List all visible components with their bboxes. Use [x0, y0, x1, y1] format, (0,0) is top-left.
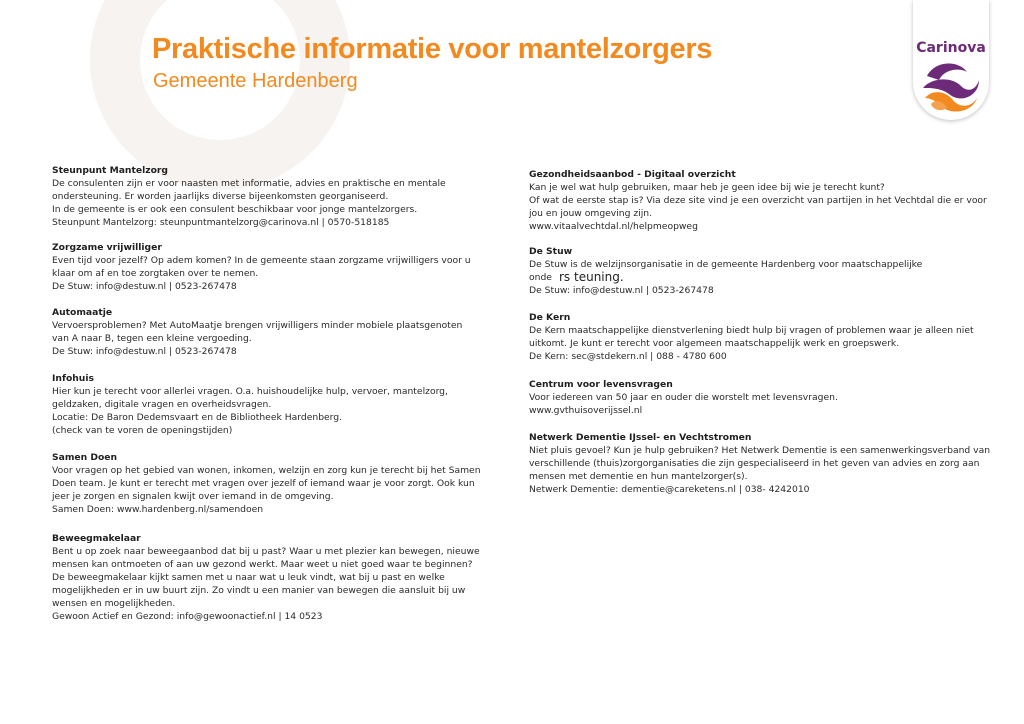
section-text-line: Gewoon Actief en Gezond: info@gewoonactief.nl | 14 0523	[52, 611, 323, 623]
section-text-line: Voor vragen op het gebied van wonen, inkomen, welzijn en zorg kun je terecht bij het Samen	[52, 465, 481, 476]
section-text-line: Of wat de eerste stap is? Via deze site vind je een overzicht van partijen in het Vechtdal die er voor	[529, 195, 987, 207]
section-text-line: verschillende (thuis)zorgorganisaties die zijn gespecialiseerd in het geven van advies en zorg aan	[529, 458, 980, 470]
info-section-beweegmakelaar	[52, 532, 480, 624]
section-text-line: De Kern: sec@stdekern.nl | 088 - 4780 600	[529, 351, 727, 363]
info-section-de-stuw	[529, 245, 969, 297]
section-text-line: geldzaken, digitale vragen en overheidsvragen.	[52, 399, 272, 411]
info-section-gezondheidsaanbod-digitaal-overzicht	[529, 168, 987, 233]
section-text-line: www.gvthuisoverijssel.nl	[529, 405, 643, 417]
section-text-line: In de gemeente is er ook een consulent beschikbaar voor jonge mantelzorgers.	[52, 204, 418, 216]
info-section-infohuis	[52, 372, 472, 437]
info-section-zorgzame-vrijwilliger	[52, 241, 472, 293]
section-text-line: De consulenten zijn er voor naasten met informatie, advies en praktische en mentale	[52, 178, 446, 189]
overlapping-text-fragment: rs teuning.	[559, 270, 624, 284]
info-section-netwerk-dementie-ijssel-en-vechtstromen	[529, 431, 991, 496]
section-text-line: De Stuw is de welzijnsorganisatie in de gemeente Hardenberg voor maatschappelijke	[529, 259, 923, 270]
section-text-line: De Kern maatschappelijke dienstverlening biedt hulp bij vragen of problemen waar je alleen niet	[529, 325, 974, 336]
section-text-line: Kan je wel wat hulp gebruiken, maar heb je geen idee bij wie je terecht kunt?	[529, 182, 885, 193]
section-heading: Infohuis	[52, 373, 94, 384]
section-text-line: De Stuw: info@destuw.nl | 0523-267478	[52, 346, 237, 358]
section-text-line: De beweegmakelaar kijkt samen met u naar wat u leuk vindt, wat bij u past en welke	[52, 572, 445, 584]
section-text-line: Even tijd voor jezelf? Op adem komen? In de gemeente staan zorgzame vrijwilligers voor u	[52, 255, 471, 266]
section-heading: Beweegmakelaar	[52, 533, 141, 544]
info-section-de-kern	[529, 311, 974, 363]
section-text-line: Steunpunt Mantelzorg: steunpuntmantelzorg@carinova.nl | 0570-518185	[52, 217, 390, 229]
section-text-line: jeer je zorgen en signalen kwijt over iemand in de omgeving.	[52, 491, 334, 503]
carinova-logo	[913, 0, 989, 120]
logo-text: Carinova	[916, 40, 986, 56]
section-text-line: De Stuw: info@destuw.nl | 0523-267478	[52, 281, 237, 293]
section-heading: Automaatje	[52, 307, 113, 318]
section-text-line: Samen Doen: www.hardenberg.nl/samendoen	[52, 504, 264, 516]
section-text-line: wensen en mogelijkheden.	[52, 598, 176, 610]
page-subtitle: Gemeente Hardenberg	[153, 70, 358, 92]
info-section-centrum-voor-levensvragen	[529, 378, 969, 417]
section-heading: Zorgzame vrijwilliger	[52, 242, 162, 253]
section-text-line: mensen kan ontmoeten of aan uw gezond werkt. Maar weet u niet goed waar te beginnen?	[52, 559, 473, 571]
section-text-line: (check van te voren de openingstijden)	[52, 425, 233, 437]
section-heading: Steunpunt Mantelzorg	[52, 165, 168, 176]
section-text-line: van A naar B, tegen een kleine vergoeding.	[52, 333, 252, 345]
section-heading: Netwerk Dementie IJssel- en Vechtstromen	[529, 432, 752, 443]
section-text-line: klaar om af en toe zorgtaken over te nemen.	[52, 268, 259, 280]
section-text-line: mensen met dementie en hun mantelzorger(s).	[529, 471, 748, 483]
section-text-line: jou en jouw omgeving zijn.	[529, 208, 653, 220]
section-text-line: Netwerk Dementie: dementie@careketens.nl | 038- 4242010	[529, 484, 810, 496]
page-title: Praktische informatie voor mantelzorgers	[152, 33, 713, 65]
logo-swirl-icon	[921, 58, 981, 114]
section-text-line: ondersteuning. Er worden jaarlijks diverse bijeenkomsten georganiseerd.	[52, 191, 389, 203]
section-heading: Samen Doen	[52, 452, 118, 463]
info-section-steunpunt-mantelzorg	[52, 164, 472, 229]
section-heading: De Stuw	[529, 246, 573, 257]
info-section-automaatje	[52, 306, 472, 358]
section-heading: De Kern	[529, 312, 571, 323]
section-text-line: mogelijkheden er in uw buurt zijn. Zo vindt u een manier van bewegen die aansluit bij uw	[52, 585, 466, 597]
section-text-line: uitkomt. Je kunt er terecht voor algemeen maatschappelijk werk en groepswerk.	[529, 338, 900, 350]
info-section-samen-doen	[52, 451, 481, 516]
section-text-line: De Stuw: info@destuw.nl | 0523-267478	[529, 285, 714, 297]
section-text-line: Hier kun je terecht voor allerlei vragen. O.a. huishoudelijke hulp, vervoer, mantelzorg,	[52, 386, 448, 397]
section-text-line: Niet pluis gevoel? Kun je hulp gebruiken? Het Netwerk Dementie is een samenwerkingsverband van	[529, 445, 991, 456]
section-text-line: Vervoersproblemen? Met AutoMaatje brengen vrijwilligers minder mobiele plaatsgenoten	[52, 320, 463, 331]
section-text-line: Locatie: De Baron Dedemsvaart en de Bibliotheek Hardenberg.	[52, 412, 343, 424]
section-heading: Gezondheidsaanbod - Digitaal overzicht	[529, 169, 736, 180]
section-text-line: Bent u op zoek naar beweegaanbod dat bij u past? Waar u met plezier kan bewegen, nieuwe	[52, 546, 480, 557]
section-heading: Centrum voor levensvragen	[529, 379, 673, 390]
section-text-line: Doen team. Je kunt er terecht met vragen over jezelf of iemand waar je voor zorgt. Ook kun	[52, 478, 475, 490]
section-text-line: onde	[529, 272, 552, 284]
section-text-line: www.vitaalvechtdal.nl/helpmeopweg	[529, 221, 698, 233]
section-text-line: Voor iedereen van 50 jaar en ouder die worstelt met levensvragen.	[529, 392, 838, 403]
